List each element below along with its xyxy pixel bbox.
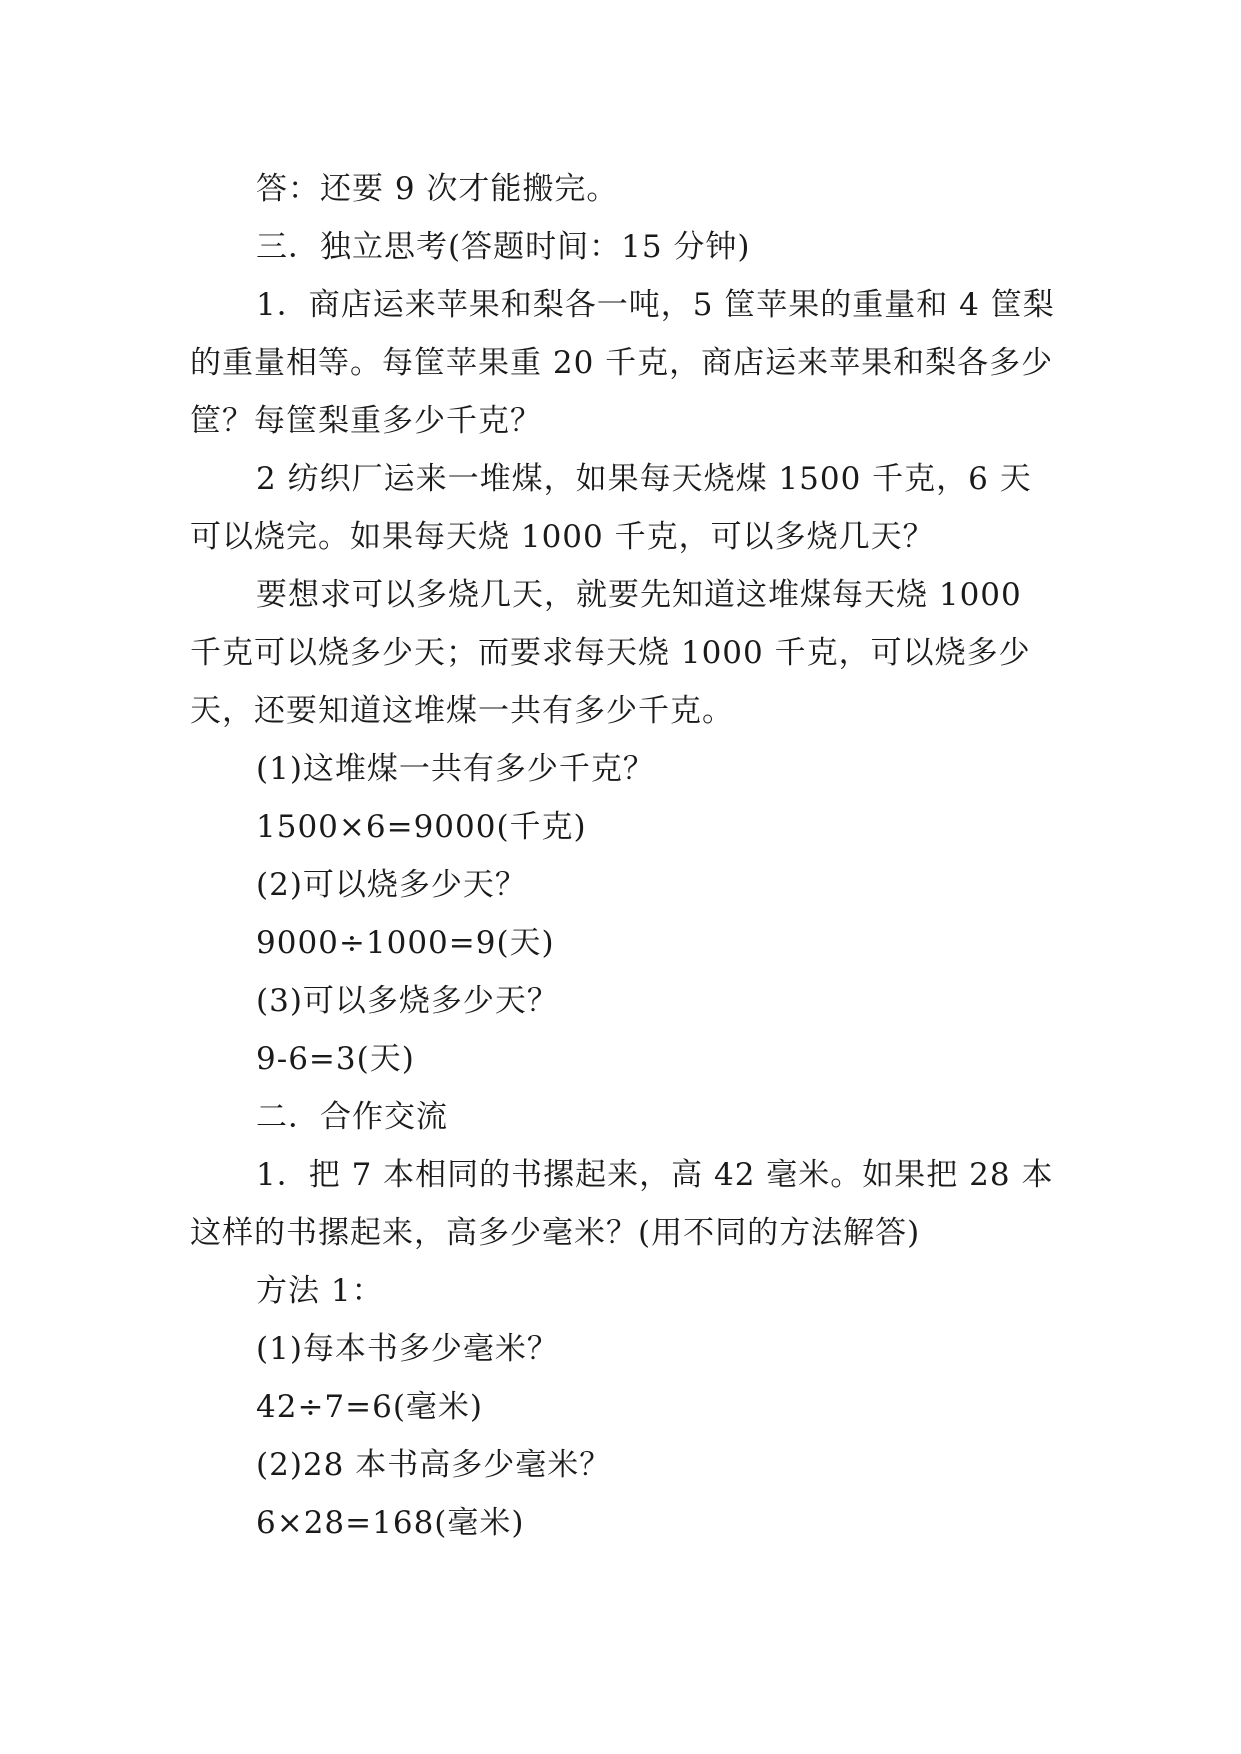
answer-line: 答：还要 9 次才能搬完。 — [256, 171, 619, 207]
analysis-paragraph: 要想求可以多烧几天，就要先知道这堆煤每天烧 1000 千克可以烧多少天；而要求每天烧 1000 千克，可以烧多少天，还要知道这堆煤一共有多少千克。 — [190, 577, 1031, 729]
question-2-coal: 2 纺织厂运来一堆煤，如果每天烧煤 1500 千克，6 天可以烧完。如果每天烧 1000 千克，可以多烧几天？ — [190, 461, 1032, 555]
step-3-equation: 9-6=3(天) — [256, 1041, 415, 1077]
method-1-step-2-equation: 6×28=168(毫米) — [256, 1505, 525, 1541]
step-2-question: (2)可以烧多少天？ — [256, 867, 527, 903]
section-heading-cooperation: 二．合作交流 — [256, 1099, 448, 1135]
section-heading-independent-thinking: 三．独立思考(答题时间：15 分钟) — [256, 229, 751, 265]
question-books: 1．把 7 本相同的书摞起来，高 42 毫米。如果把 28 本这样的书摞起来，高多少毫米？(用不同的方法解答) — [190, 1157, 1054, 1251]
method-1-step-1-question: (1)每本书多少毫米？ — [256, 1331, 559, 1367]
step-2-equation: 9000÷1000=9(天) — [256, 925, 555, 961]
question-1-apples-pears: 1．商店运来苹果和梨各一吨，5 筐苹果的重量和 4 筐梨的重量相等。每筐苹果重 20 千克，商店运来苹果和梨各多少筐？每筐梨重多少千克？ — [190, 287, 1055, 439]
document-body — [190, 160, 1056, 1552]
step-3-question: (3)可以多烧多少天？ — [256, 983, 559, 1019]
method-1-step-2-question: (2)28 本书高多少毫米？ — [256, 1447, 612, 1483]
method-1-step-1-equation: 42÷7=6(毫米) — [256, 1389, 484, 1425]
method-1-label: 方法 1： — [256, 1273, 384, 1309]
step-1-question: (1)这堆煤一共有多少千克？ — [256, 751, 655, 787]
step-1-equation: 1500×6=9000(千克) — [256, 809, 587, 845]
